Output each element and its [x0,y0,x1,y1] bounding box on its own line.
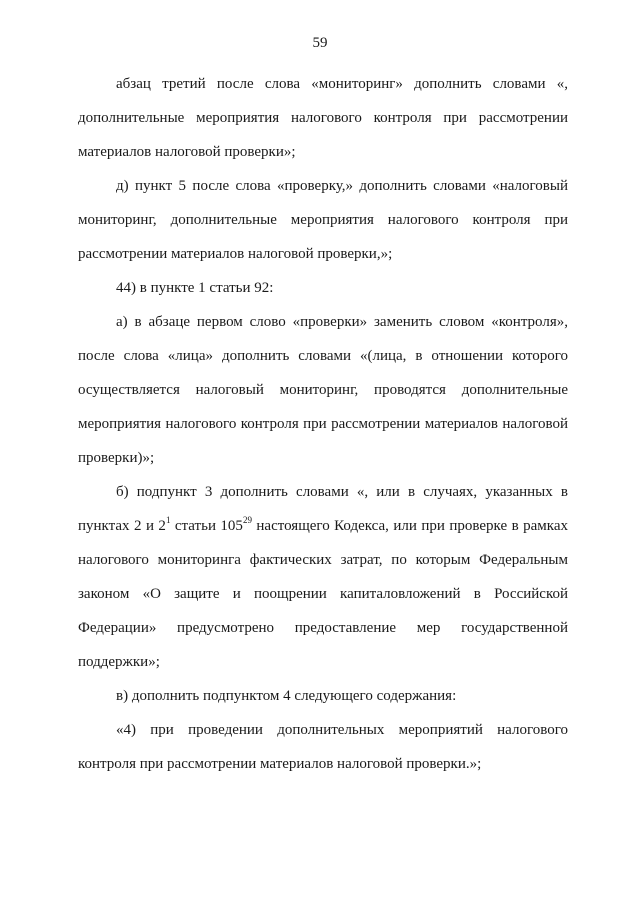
page-number: 59 [312,35,328,51]
document-body [78,67,568,781]
superscript-29: 29 [242,515,252,525]
paragraph-punkt-b-part2: статьи 105 [170,518,243,534]
paragraph-punkt-b-part3: настоящего Кодекса, или при проверке в рамках налогового мониторинга фактических затрат, по которым Федеральным законом «О защите и поощрении капиталовложений в Российской Федерации» предусмотрено предоставление мер государственной поддержки»; [78,518,568,670]
paragraph-item-44: 44) в пункте 1 статьи 92: [116,280,274,296]
paragraph-punkt-b-part1: б) подпункт 3 дополнить словами «, или в случаях, указанных в пунктах 2 и 2 [78,484,568,534]
paragraph-punkt-d: д) пункт 5 после слова «проверку,» дополнить словами «налоговый мониторинг, дополнительные мероприятия налогового контроля при рассмотрении материалов налоговой проверки,»; [78,178,568,262]
superscript-1: 1 [165,515,171,525]
paragraph-punkt-v: в) дополнить подпунктом 4 следующего содержания: [116,688,457,704]
paragraph-punkt-b [78,475,568,679]
paragraph-new-subpunkt-4: «4) при проведении дополнительных мероприятий налогового контроля при рассмотрении материалов налоговой проверки.»; [78,722,568,772]
paragraph-abzac-tretiy: абзац третий после слова «мониторинг» дополнить словами «, дополнительные мероприятия налогового контроля при рассмотрении материалов налоговой проверки»; [78,76,568,160]
paragraph-punkt-a: а) в абзаце первом слово «проверки» заменить словом «контроля», после слова «лица» дополнить словами «(лица, в отношении которого осуществляется налоговый мониторинг, проводятся дополнительные мероприятия налогового контроля при рассмотрении материалов налоговой проверки)»; [78,314,568,466]
